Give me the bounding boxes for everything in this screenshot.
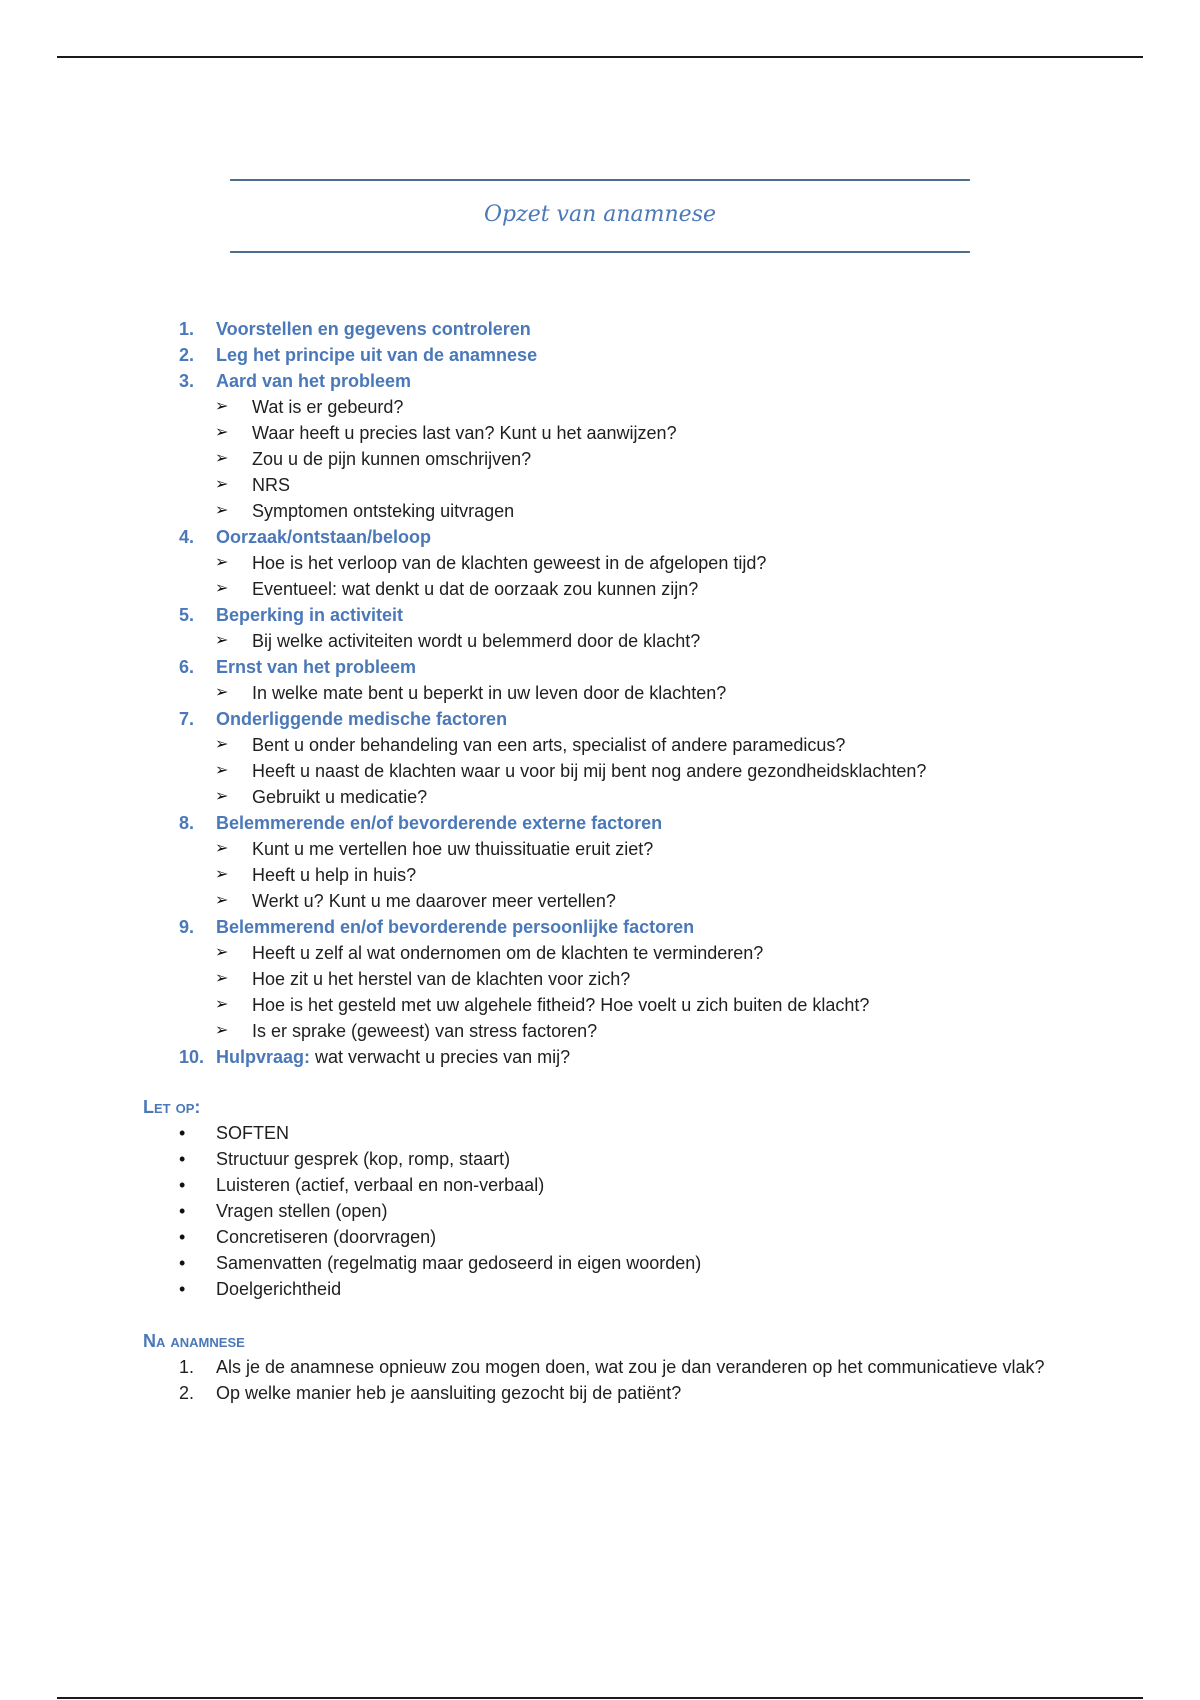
na-anamnese-item bbox=[0, 1354, 1200, 1380]
step-title: Ernst van het probleem bbox=[216, 657, 417, 677]
question-item bbox=[0, 940, 1200, 966]
question-text: Zou u de pijn kunnen omschrijven? bbox=[252, 449, 532, 469]
step-title: Voorstellen en gegevens controleren bbox=[216, 319, 531, 339]
question-text: Kunt u me vertellen hoe uw thuissituatie eruit ziet? bbox=[252, 839, 654, 859]
title-block bbox=[230, 179, 970, 253]
step-title: Leg het principe uit van de anamnese bbox=[216, 345, 538, 365]
bullet-icon: • bbox=[179, 1201, 186, 1221]
step-question-list bbox=[0, 680, 1200, 706]
step-title: Oorzaak/ontstaan/beloop bbox=[216, 527, 432, 547]
let-op-text: Samenvatten (regelmatig maar gedoseerd in eigen woorden) bbox=[216, 1253, 702, 1273]
arrow-bullet-icon: ➢ bbox=[215, 450, 229, 467]
question-text: Heeft u help in huis? bbox=[252, 865, 417, 885]
arrow-bullet-icon: ➢ bbox=[215, 944, 229, 961]
step-item bbox=[0, 342, 1200, 368]
let-op-heading: Let op: bbox=[143, 1097, 201, 1117]
na-anamnese-item bbox=[0, 1380, 1200, 1406]
arrow-bullet-icon: ➢ bbox=[215, 762, 229, 779]
step-title: Beperking in activiteit bbox=[216, 605, 404, 625]
question-item bbox=[0, 992, 1200, 1018]
question-text: Is er sprake (geweest) van stress factoren? bbox=[252, 1021, 598, 1041]
na-anamnese-number: 1. bbox=[179, 1357, 195, 1377]
page-bottom-rule bbox=[57, 1697, 1143, 1699]
page-top-rule bbox=[57, 56, 1143, 58]
question-text: Hoe zit u het herstel van de klachten voor zich? bbox=[252, 969, 631, 989]
let-op-item bbox=[0, 1172, 1200, 1198]
step-question-list bbox=[0, 550, 1200, 602]
question-item bbox=[0, 862, 1200, 888]
bullet-icon: • bbox=[179, 1227, 186, 1247]
bullet-icon: • bbox=[179, 1123, 186, 1143]
arrow-bullet-icon: ➢ bbox=[215, 788, 229, 805]
question-item bbox=[0, 498, 1200, 524]
arrow-bullet-icon: ➢ bbox=[215, 840, 229, 857]
question-text: Hoe is het gesteld met uw algehele fitheid? Hoe voelt u zich buiten de klacht? bbox=[252, 995, 870, 1015]
step-title: Onderliggende medische factoren bbox=[216, 709, 508, 729]
step-number: 1. bbox=[179, 319, 195, 339]
question-text: Heeft u zelf al wat ondernomen om de klachten te verminderen? bbox=[252, 943, 764, 963]
bullet-icon: • bbox=[179, 1149, 186, 1169]
na-anamnese-heading: Na anamnese bbox=[143, 1331, 245, 1351]
arrow-bullet-icon: ➢ bbox=[215, 970, 229, 987]
question-item bbox=[0, 758, 1200, 784]
step-item bbox=[0, 654, 1200, 680]
question-item bbox=[0, 550, 1200, 576]
step-item bbox=[0, 524, 1200, 550]
step-number: 5. bbox=[179, 605, 195, 625]
step-item bbox=[0, 810, 1200, 836]
anamnese-steps-list bbox=[0, 316, 1200, 1070]
step-question-list bbox=[0, 732, 1200, 810]
question-item bbox=[0, 576, 1200, 602]
step-question-list bbox=[0, 836, 1200, 914]
step-title: Belemmerend en/of bevorderende persoonlijke factoren bbox=[216, 917, 695, 937]
let-op-text: Luisteren (actief, verbaal en non-verbaal) bbox=[216, 1175, 545, 1195]
question-text: In welke mate bent u beperkt in uw leven door de klachten? bbox=[252, 683, 727, 703]
let-op-list bbox=[0, 1120, 1200, 1302]
na-anamnese-text: Als je de anamnese opnieuw zou mogen doen, wat zou je dan veranderen op het communicatieve vlak? bbox=[216, 1357, 1045, 1377]
step-question-list bbox=[0, 940, 1200, 1044]
step-item bbox=[0, 602, 1200, 628]
step-item bbox=[0, 914, 1200, 940]
question-item bbox=[0, 888, 1200, 914]
step-number: 9. bbox=[179, 917, 195, 937]
document-body bbox=[0, 316, 1200, 1406]
question-text: Heeft u naast de klachten waar u voor bij mij bent nog andere gezondheidsklachten? bbox=[252, 761, 927, 781]
bullet-icon: • bbox=[179, 1279, 186, 1299]
question-text: Wat is er gebeurd? bbox=[252, 397, 404, 417]
question-text: Waar heeft u precies last van? Kunt u het aanwijzen? bbox=[252, 423, 677, 443]
question-item bbox=[0, 966, 1200, 992]
step-number: 8. bbox=[179, 813, 195, 833]
arrow-bullet-icon: ➢ bbox=[215, 554, 229, 571]
question-text: NRS bbox=[252, 475, 291, 495]
question-item bbox=[0, 1018, 1200, 1044]
question-item bbox=[0, 732, 1200, 758]
step-number: 10. bbox=[179, 1047, 205, 1067]
let-op-item bbox=[0, 1146, 1200, 1172]
let-op-text: Concretiseren (doorvragen) bbox=[216, 1227, 437, 1247]
step-item bbox=[0, 1044, 1200, 1070]
question-text: Werkt u? Kunt u me daarover meer vertellen? bbox=[252, 891, 616, 911]
let-op-text: Structuur gesprek (kop, romp, staart) bbox=[216, 1149, 511, 1169]
arrow-bullet-icon: ➢ bbox=[215, 398, 229, 415]
step-question-list bbox=[0, 394, 1200, 524]
question-item bbox=[0, 836, 1200, 862]
let-op-item bbox=[0, 1120, 1200, 1146]
question-item bbox=[0, 472, 1200, 498]
na-anamnese-text: Op welke manier heb je aansluiting gezocht bij de patiënt? bbox=[216, 1383, 682, 1403]
question-text: Gebruikt u medicatie? bbox=[252, 787, 428, 807]
step-item bbox=[0, 706, 1200, 732]
let-op-item bbox=[0, 1224, 1200, 1250]
question-text: Bij welke activiteiten wordt u belemmerd door de klacht? bbox=[252, 631, 701, 651]
step-title: Belemmerende en/of bevorderende externe factoren bbox=[216, 813, 663, 833]
document-title: Opzet van anamnese bbox=[483, 202, 717, 227]
arrow-bullet-icon: ➢ bbox=[215, 892, 229, 909]
let-op-text: Doelgerichtheid bbox=[216, 1279, 342, 1299]
step-item bbox=[0, 316, 1200, 342]
question-text: Symptomen ontsteking uitvragen bbox=[252, 501, 515, 521]
step-title: Hulpvraag: bbox=[216, 1047, 311, 1067]
step-number: 2. bbox=[179, 345, 195, 365]
na-anamnese-list bbox=[0, 1354, 1200, 1406]
question-item bbox=[0, 784, 1200, 810]
step-number: 7. bbox=[179, 709, 195, 729]
step-number: 4. bbox=[179, 527, 195, 547]
arrow-bullet-icon: ➢ bbox=[215, 996, 229, 1013]
bullet-icon: • bbox=[179, 1175, 186, 1195]
bullet-icon: • bbox=[179, 1253, 186, 1273]
step-number: 3. bbox=[179, 371, 195, 391]
arrow-bullet-icon: ➢ bbox=[215, 684, 229, 701]
question-item bbox=[0, 394, 1200, 420]
let-op-item bbox=[0, 1250, 1200, 1276]
question-text: Bent u onder behandeling van een arts, specialist of andere paramedicus? bbox=[252, 735, 846, 755]
step-number: 6. bbox=[179, 657, 195, 677]
arrow-bullet-icon: ➢ bbox=[215, 424, 229, 441]
question-item bbox=[0, 420, 1200, 446]
arrow-bullet-icon: ➢ bbox=[215, 736, 229, 753]
step-item bbox=[0, 368, 1200, 394]
question-item bbox=[0, 628, 1200, 654]
let-op-item bbox=[0, 1276, 1200, 1302]
step-title: Aard van het probleem bbox=[216, 371, 412, 391]
arrow-bullet-icon: ➢ bbox=[215, 1022, 229, 1039]
let-op-text: SOFTEN bbox=[216, 1123, 290, 1143]
question-text: Eventueel: wat denkt u dat de oorzaak zou kunnen zijn? bbox=[252, 579, 699, 599]
na-anamnese-number: 2. bbox=[179, 1383, 195, 1403]
question-item bbox=[0, 680, 1200, 706]
arrow-bullet-icon: ➢ bbox=[215, 580, 229, 597]
step-rest-text: wat verwacht u precies van mij? bbox=[310, 1047, 571, 1067]
arrow-bullet-icon: ➢ bbox=[215, 632, 229, 649]
let-op-item bbox=[0, 1198, 1200, 1224]
arrow-bullet-icon: ➢ bbox=[215, 502, 229, 519]
question-text: Hoe is het verloop van de klachten geweest in de afgelopen tijd? bbox=[252, 553, 767, 573]
let-op-text: Vragen stellen (open) bbox=[216, 1201, 388, 1221]
arrow-bullet-icon: ➢ bbox=[215, 476, 229, 493]
arrow-bullet-icon: ➢ bbox=[215, 866, 229, 883]
question-item bbox=[0, 446, 1200, 472]
step-question-list bbox=[0, 628, 1200, 654]
